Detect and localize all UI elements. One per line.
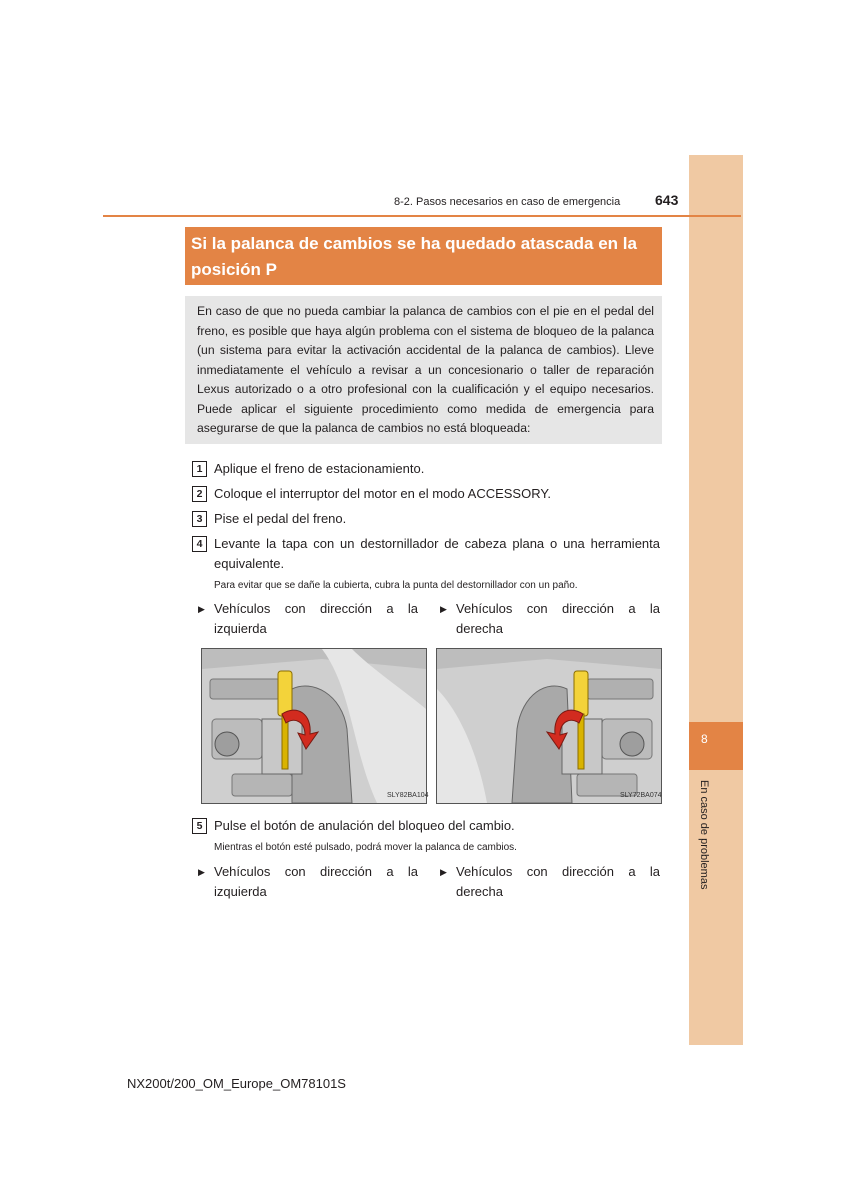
triangle-bullet-icon: ▶ <box>198 604 205 614</box>
step-text: Pulse el botón de anulación del bloqueo del cambio. <box>214 818 515 833</box>
step-number: 5 <box>192 818 207 834</box>
image-code-right: SLY72BA074 <box>620 792 662 799</box>
chapter-side-tab <box>689 155 743 1045</box>
step-number: 4 <box>192 536 207 552</box>
page-number: 643 <box>655 192 679 208</box>
triangle-bullet-icon: ▶ <box>440 867 447 877</box>
illustration-left-hand-drive <box>201 648 427 804</box>
step-text: Aplique el freno de estacionamiento. <box>214 461 425 476</box>
step-number: 3 <box>192 511 207 527</box>
section-title: Si la palanca de cambios se ha quedado atascada en la posición P <box>185 227 662 285</box>
step-text: Pise el pedal del freno. <box>214 511 347 526</box>
step-text: Coloque el interruptor del motor en el modo ACCESSORY. <box>214 486 551 501</box>
illustration-right-hand-drive <box>436 648 662 804</box>
chapter-label: En caso de problemas <box>698 780 710 890</box>
chapter-number-tab[interactable] <box>689 722 743 770</box>
step-text: Levante la tapa con un destornillador de cabeza plana o una herramienta equivalente. <box>214 536 660 571</box>
chapter-number: 8 <box>701 732 708 746</box>
step-5-note: Mientras el botón esté pulsado, podrá mover la palanca de cambios. <box>214 842 517 853</box>
section-header: 8-2. Pasos necesarios en caso de emergencia <box>394 196 621 208</box>
image-code-left: SLY82BA104 <box>387 792 429 799</box>
intro-text: En caso de que no pueda cambiar la palanca de cambios con el pie en el pedal del freno, es posible que haya algún problema con el sistema de bloqueo de la palanca (un sistema para evitar la activación accidental de la palanca de cambios). Lleve inmediatamente el vehículo a revisar a un concesionario o taller de reparación Lexus autorizado o a otro profesional con la cualificación y el equipo necesarios. Puede aplicar el siguiente procedimiento como medida de emergencia para asegurarse de que la palanca de cambios no está bloqueada: <box>185 296 662 444</box>
step-4-note: Para evitar que se dañe la cubierta, cubra la punta del destornillador con un paño. <box>214 580 578 591</box>
triangle-bullet-icon: ▶ <box>440 604 447 614</box>
step-number: 1 <box>192 461 207 477</box>
footer-doc-code: NX200t/200_OM_Europe_OM78101S <box>127 1076 346 1091</box>
header-rule <box>103 215 741 217</box>
triangle-bullet-icon: ▶ <box>198 867 205 877</box>
step-number: 2 <box>192 486 207 502</box>
